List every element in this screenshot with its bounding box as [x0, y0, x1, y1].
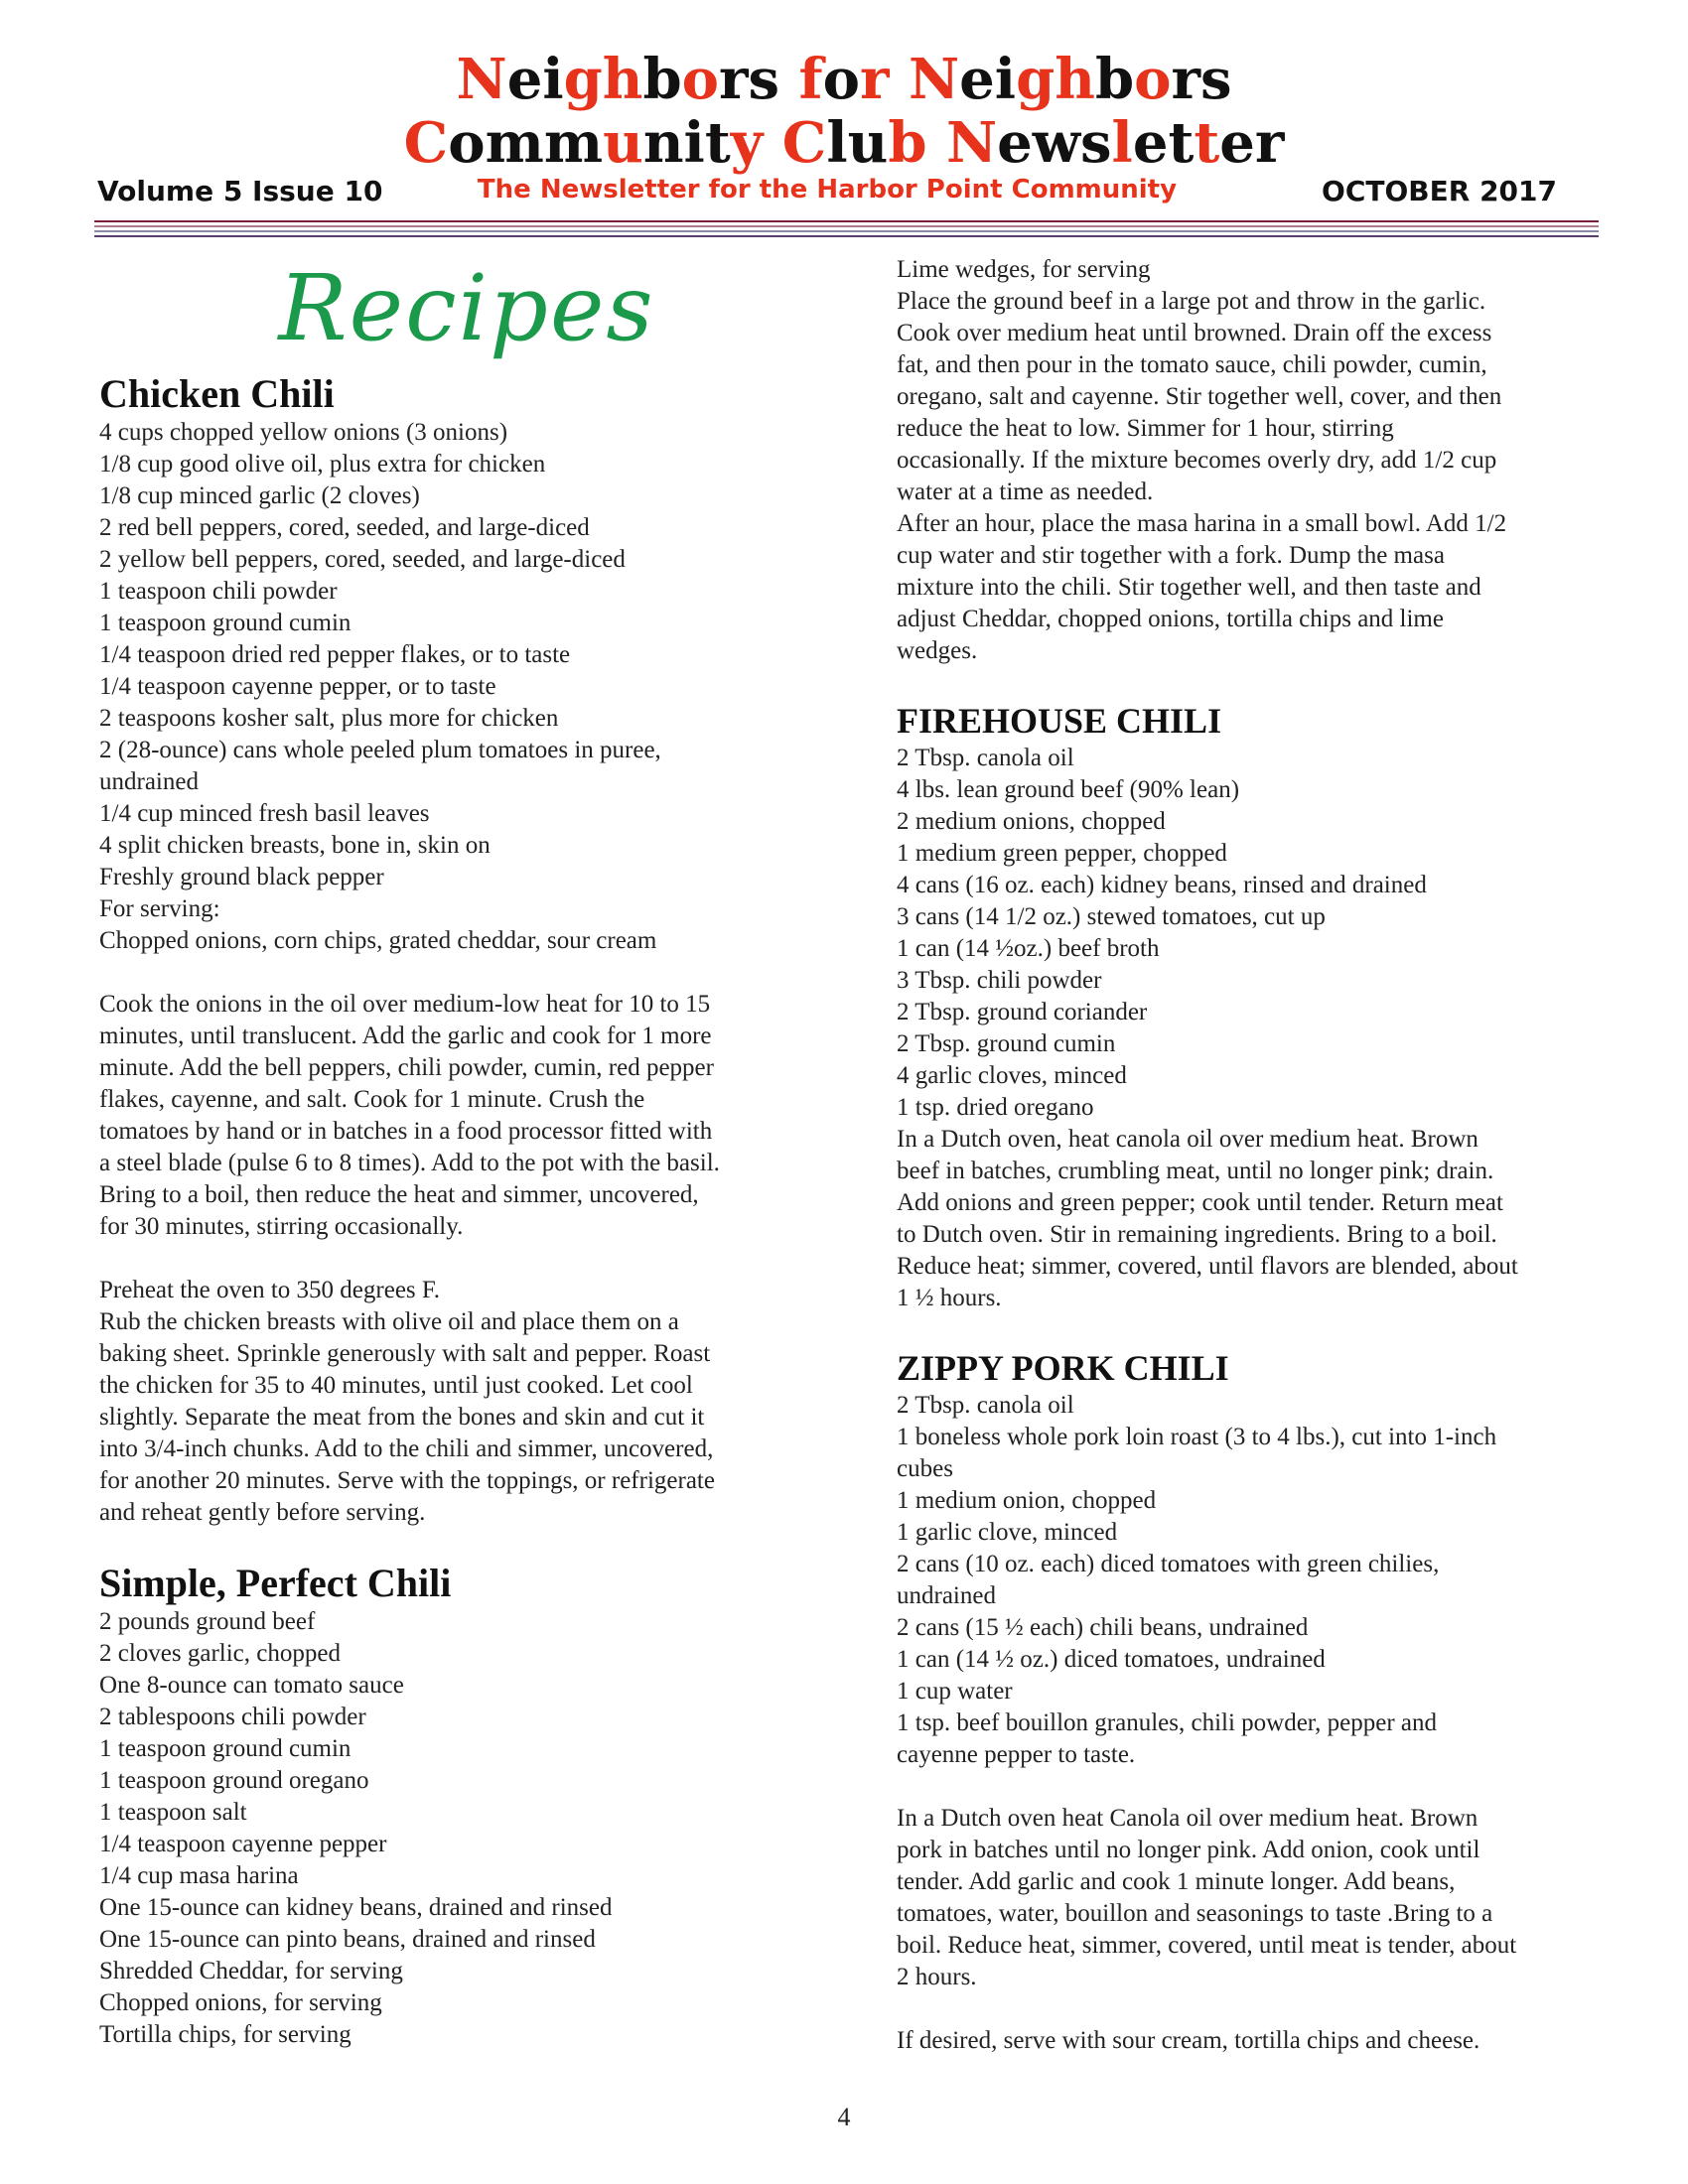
masthead-segment: y: [730, 110, 764, 176]
recipe-text-line: 2 cans (15 ½ each) chili beans, undrained: [897, 1614, 1309, 1641]
recipes-title: Recipes: [278, 255, 655, 361]
recipe-text-line: 1 teaspoon ground cumin: [99, 610, 352, 636]
recipe-text-line: boil. Reduce heat, simmer, covered, until meat is tender, about: [897, 1932, 1517, 1959]
masthead-segment: t: [1194, 110, 1220, 176]
masthead-segment: l: [1111, 110, 1133, 176]
masthead-segment: ews: [997, 110, 1112, 176]
recipe-text-line: undrained: [99, 768, 199, 795]
recipe-text-line: 2 Tbsp. canola oil: [897, 1392, 1074, 1419]
masthead-segment: r: [859, 47, 890, 112]
recipe-text-line: 2 teaspoons kosher salt, plus more for chicken: [99, 705, 559, 732]
recipe-text-line: 1/4 cup masa harina: [99, 1862, 299, 1889]
recipe-text-line: cup water and stir together with a fork. Dump the masa: [897, 542, 1445, 569]
masthead-segment: [926, 110, 946, 176]
paragraph-gap: [897, 1771, 1612, 1803]
recipe-text-line: cayenne pepper to taste.: [897, 1741, 1136, 1768]
recipe-text-line: Reduce heat; simmer, covered, until flavors are blended, about: [897, 1253, 1518, 1280]
recipe-text-line: Lime wedges, for serving: [897, 256, 1151, 283]
page-number: 4: [837, 2103, 851, 2131]
recipe-text-line: 1 teaspoon ground oregano: [99, 1767, 369, 1794]
recipe-text-line: 1 cup water: [897, 1678, 1013, 1705]
recipe-text-line: 2 hours.: [897, 1964, 977, 1990]
masthead-segment: lu: [826, 110, 889, 176]
recipe-text-line: 1 teaspoon chili powder: [99, 578, 338, 605]
recipe-text-line: fat, and then pour in the tomato sauce, chili powder, cumin,: [897, 351, 1487, 378]
recipe-text-line: 1 teaspoon ground cumin: [99, 1735, 352, 1762]
paragraph-gap: [99, 1243, 794, 1275]
masthead-title-line-1: [0, 48, 1688, 111]
recipe-text-line: 1 tsp. beef bouillon granules, chili powder, pepper and: [897, 1709, 1437, 1736]
masthead-subhead: [97, 175, 1557, 214]
tagline: The Newsletter for the Harbor Point Community: [477, 175, 1178, 205]
recipe-text-line: 3 Tbsp. chili powder: [897, 967, 1102, 994]
recipe-text-line: 2 Tbsp. ground cumin: [897, 1030, 1116, 1057]
recipe-text-line: for another 20 minutes. Serve with the toppings, or refrigerate: [99, 1467, 715, 1494]
recipe-text-line: 2 tablespoons chili powder: [99, 1704, 366, 1730]
recipe-text-line: 1 tsp. dried oregano: [897, 1094, 1094, 1121]
masthead-segment: N: [908, 47, 960, 112]
recipe-text-line: 1 ½ hours.: [897, 1285, 1002, 1311]
recipe-text-line: wedges.: [897, 637, 978, 664]
recipe-text-line: 1/8 cup good olive oil, plus extra for chicken: [99, 451, 546, 478]
recipe-text-line: adjust Cheddar, chopped onions, tortilla chips and lime: [897, 606, 1444, 632]
masthead-segment: b: [642, 47, 682, 112]
recipe-text-line: 4 cans (16 oz. each) kidney beans, rinsed and drained: [897, 872, 1427, 898]
recipe-text-line: the chicken for 35 to 40 minutes, until just cooked. Let cool: [99, 1372, 693, 1399]
recipe-text-line: for 30 minutes, stirring occasionally.: [99, 1213, 464, 1240]
recipe-text-line: 1 medium green pepper, chopped: [897, 840, 1227, 867]
recipe-heading: Chicken Chili: [99, 371, 335, 416]
recipe-text-line: 2 Tbsp. ground coriander: [897, 999, 1148, 1025]
masthead-segment: o: [681, 47, 719, 112]
recipe-text-line: minute. Add the bell peppers, chili powder, cumin, red pepper: [99, 1054, 714, 1081]
masthead-segment: C: [403, 110, 449, 176]
paragraph-gap: [897, 1993, 1612, 2025]
recipe-heading: FIREHOUSE CHILI: [897, 701, 1222, 741]
masthead-segment: o: [822, 47, 860, 112]
recipe-text-line: 4 cups chopped yellow onions (3 onions): [99, 419, 508, 446]
right-column: [897, 254, 1612, 2057]
masthead-segment: o: [1134, 47, 1172, 112]
recipe-text-line: In a Dutch oven heat Canola oil over medium heat. Brown: [897, 1805, 1478, 1832]
masthead-segment: nit: [642, 110, 731, 176]
recipe-text-line: 2 Tbsp. canola oil: [897, 745, 1074, 771]
recipe-text-line: reduce the heat to low. Simmer for 1 hour, stirring: [897, 415, 1394, 442]
recipe-text-line: oregano, salt and cayenne. Stir together well, cover, and then: [897, 383, 1502, 410]
masthead-segment: [763, 110, 782, 176]
masthead-segment: et: [1132, 110, 1195, 176]
masthead-segment: gh: [563, 47, 643, 112]
volume-issue: Volume 5 Issue 10: [97, 175, 383, 207]
recipe-text-line: Preheat the oven to 350 degrees F.: [99, 1277, 441, 1303]
masthead-segment: rs: [1171, 47, 1232, 112]
masthead-segment: N: [945, 110, 998, 176]
recipe-text-line: Chopped onions, corn chips, grated cheddar, sour cream: [99, 927, 657, 954]
recipe-text-line: cubes: [897, 1455, 953, 1482]
recipe-text-line: After an hour, place the masa harina in a small bowl. Add 1/2: [897, 510, 1507, 537]
recipe-text-line: 4 lbs. lean ground beef (90% lean): [897, 776, 1240, 803]
recipe-text-line: 1 garlic clove, minced: [897, 1519, 1118, 1546]
recipe-text-line: 2 cloves garlic, chopped: [99, 1640, 341, 1667]
recipe-text-line: 1/4 teaspoon cayenne pepper: [99, 1831, 387, 1857]
paragraph-gap: [897, 667, 1612, 699]
masthead-divider: [94, 220, 1599, 240]
recipe-text-line: flakes, cayenne, and salt. Cook for 1 minute. Crush the: [99, 1086, 645, 1113]
recipe-text-line: 1/4 cup minced fresh basil leaves: [99, 800, 430, 827]
masthead-segment: N: [456, 47, 507, 112]
masthead-segment: [889, 47, 909, 112]
recipe-text-line: tomatoes by hand or in batches in a food processor fitted with: [99, 1118, 713, 1145]
recipe-text-line: slightly. Separate the meat from the bones and skin and cut it: [99, 1404, 705, 1431]
left-column: [99, 254, 794, 2051]
recipe-text-line: One 8-ounce can tomato sauce: [99, 1672, 404, 1699]
recipe-text-line: 2 (28-ounce) cans whole peeled plum tomatoes in puree,: [99, 737, 661, 763]
masthead-segment: gh: [1016, 47, 1095, 112]
recipe-text-line: Tortilla chips, for serving: [99, 2021, 352, 2048]
recipe-text-line: water at a time as needed.: [897, 478, 1154, 505]
recipe-text-line: occasionally. If the mixture becomes overly dry, add 1/2 cup: [897, 447, 1497, 474]
recipe-text-line: 4 garlic cloves, minced: [897, 1062, 1127, 1089]
recipe-text-line: baking sheet. Sprinkle generously with salt and pepper. Roast: [99, 1340, 711, 1367]
recipe-text-line: 1/4 teaspoon dried red pepper flakes, or to taste: [99, 641, 571, 668]
divider-rule: [94, 225, 1599, 227]
recipe-text-line: One 15-ounce can kidney beans, drained and rinsed: [99, 1894, 613, 1921]
recipe-text-line: into 3/4-inch chunks. Add to the chili and simmer, uncovered,: [99, 1435, 714, 1462]
recipe-text-line: Rub the chicken breasts with olive oil and place them on a: [99, 1308, 679, 1335]
divider-rule: [94, 220, 1599, 222]
recipe-text-line: In a Dutch oven, heat canola oil over medium heat. Brown: [897, 1126, 1478, 1153]
paragraph-gap: [99, 957, 794, 989]
recipe-text-line: to Dutch oven. Stir in remaining ingredients. Bring to a boil.: [897, 1221, 1497, 1248]
recipe-text-line: 2 medium onions, chopped: [897, 808, 1166, 835]
recipe-text-line: 1 teaspoon salt: [99, 1799, 247, 1826]
recipe-text-line: 1 can (14 ½oz.) beef broth: [897, 935, 1160, 962]
masthead-segment: omm: [448, 110, 604, 176]
recipe-text-line: 1/4 teaspoon cayenne pepper, or to taste: [99, 673, 496, 700]
masthead-title-line-2: [0, 111, 1688, 175]
recipe-text-line: Chopped onions, for serving: [99, 1989, 382, 2016]
paragraph-gap: [99, 1529, 794, 1561]
recipe-text-line: pork in batches until no longer pink. Add onion, cook until: [897, 1837, 1480, 1863]
recipe-text-line: beef in batches, crumbling meat, until no longer pink; drain.: [897, 1158, 1494, 1184]
recipe-text-line: Cook the onions in the oil over medium-low heat for 10 to 15: [99, 991, 711, 1018]
recipe-text-line: 2 cans (10 oz. each) diced tomatoes with green chilies,: [897, 1551, 1440, 1577]
recipe-text-line: 4 split chicken breasts, bone in, skin on: [99, 832, 491, 859]
divider-rule: [94, 235, 1599, 237]
masthead-segment: C: [781, 110, 827, 176]
recipe-text-line: 1 boneless whole pork loin roast (3 to 4 lbs.), cut into 1-inch: [897, 1424, 1497, 1450]
recipe-text-line: For serving:: [99, 895, 220, 922]
recipe-text-line: undrained: [897, 1582, 996, 1609]
masthead: [0, 48, 1688, 175]
recipe-text-line: 2 red bell peppers, cored, seeded, and large-diced: [99, 514, 590, 541]
recipe-heading: Simple, Perfect Chili: [99, 1561, 452, 1605]
masthead-segment: er: [1219, 110, 1285, 176]
paragraph-gap: [897, 1314, 1612, 1346]
masthead-segment: f: [798, 47, 823, 112]
masthead-segment: u: [603, 110, 643, 176]
recipe-text-line: Cook over medium heat until browned. Drain off the excess: [897, 320, 1492, 346]
recipe-text-line: If desired, serve with sour cream, tortilla chips and cheese.: [897, 2027, 1480, 2054]
recipe-text-line: 3 cans (14 1/2 oz.) stewed tomatoes, cut up: [897, 903, 1326, 930]
masthead-segment: b: [1094, 47, 1135, 112]
masthead-segment: ei: [506, 47, 564, 112]
recipe-heading: ZIPPY PORK CHILI: [897, 1348, 1229, 1388]
recipe-text-line: mixture into the chili. Stir together well, and then taste and: [897, 574, 1481, 601]
masthead-segment: ei: [959, 47, 1017, 112]
recipe-text-line: Freshly ground black pepper: [99, 864, 384, 890]
masthead-segment: b: [888, 110, 927, 176]
recipe-text-line: Shredded Cheddar, for serving: [99, 1958, 403, 1984]
recipe-text-line: 1 can (14 ½ oz.) diced tomatoes, undrained: [897, 1646, 1326, 1673]
recipe-text-line: a steel blade (pulse 6 to 8 times). Add to the pot with the basil.: [99, 1150, 720, 1176]
recipe-text-line: Bring to a boil, then reduce the heat and simmer, uncovered,: [99, 1181, 699, 1208]
recipe-text-line: 1/8 cup minced garlic (2 cloves): [99, 482, 420, 509]
recipe-text-line: Add onions and green pepper; cook until tender. Return meat: [897, 1189, 1503, 1216]
issue-date: OCTOBER 2017: [1322, 175, 1557, 207]
recipe-text-line: tomatoes, water, bouillon and seasonings to taste .Bring to a: [897, 1900, 1493, 1927]
recipe-text-line: tender. Add garlic and cook 1 minute longer. Add beans,: [897, 1868, 1456, 1895]
recipe-text-line: Place the ground beef in a large pot and throw in the garlic.: [897, 288, 1486, 315]
recipe-text-line: 1 medium onion, chopped: [897, 1487, 1157, 1514]
recipe-text-line: minutes, until translucent. Add the garlic and cook for 1 more: [99, 1023, 712, 1049]
divider-rule: [94, 230, 1599, 232]
recipe-text-line: 2 yellow bell peppers, cored, seeded, and large-diced: [99, 546, 626, 573]
recipe-text-line: One 15-ounce can pinto beans, drained and rinsed: [99, 1926, 596, 1953]
recipe-text-line: 2 pounds ground beef: [99, 1608, 316, 1635]
masthead-segment: rs: [718, 47, 799, 112]
recipe-text-line: and reheat gently before serving.: [99, 1499, 426, 1526]
